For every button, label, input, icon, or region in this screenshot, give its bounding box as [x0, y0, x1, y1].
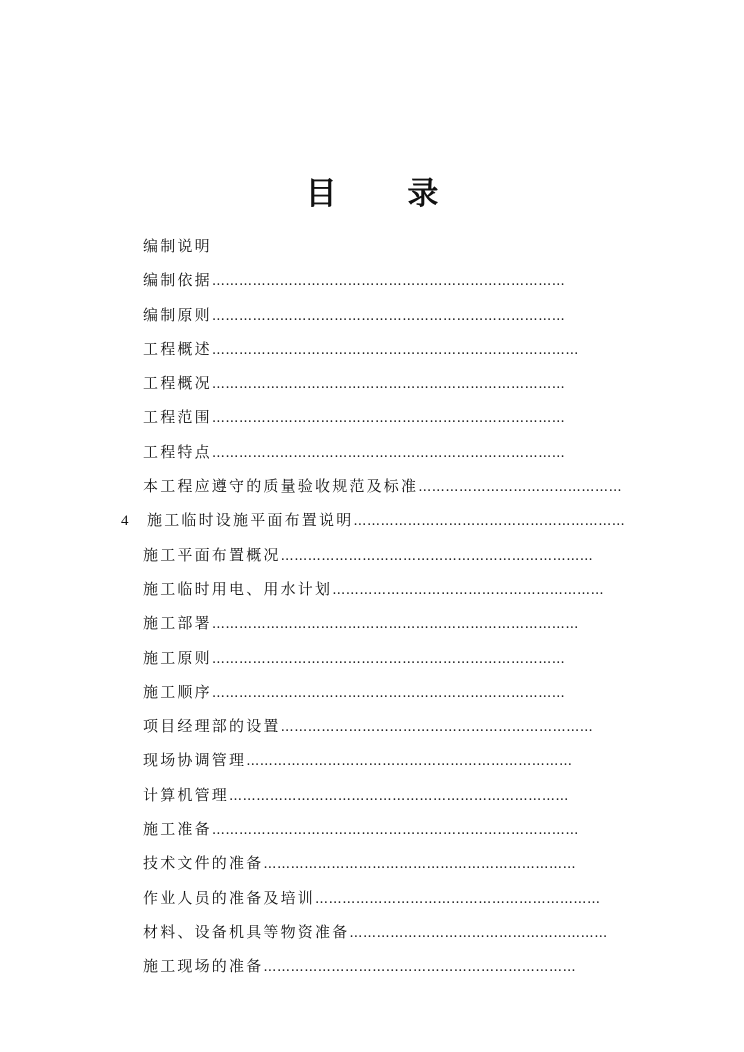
toc-entry-line	[143, 778, 569, 812]
toc-leader-dots: ……………………………………………………………	[280, 720, 594, 736]
toc-entry-line	[143, 675, 565, 709]
toc-entry-label: 计算机管理	[143, 785, 230, 804]
toc-leader-dots: ……………………………………………………………………	[211, 377, 566, 393]
toc-entry-label: 施工平面布置概况	[143, 545, 281, 564]
toc-entry-label: 材料、设备机具等物资准备	[143, 922, 350, 941]
toc-entry-line	[143, 469, 622, 503]
toc-entry-line	[143, 400, 565, 434]
toc-leader-dots: ……………………………………………………………	[280, 548, 594, 564]
toc-leader-dots: ……………………………………………………………………	[211, 685, 566, 701]
toc-leader-dots: ……………………………………………………………………	[211, 274, 566, 290]
toc-entry-line	[143, 572, 604, 606]
toc-entry-label: 本工程应遵守的质量验收规范及标准	[143, 477, 419, 496]
toc-leader-dots: …………………………………………………	[349, 925, 608, 941]
toc-entry-number: 4	[121, 513, 129, 530]
toc-entry-line	[121, 503, 625, 537]
toc-entry	[0, 949, 744, 983]
toc-entry	[0, 915, 744, 949]
toc-leader-dots: ……………………………………………………………	[263, 857, 577, 873]
toc-entry	[0, 641, 744, 675]
toc-leader-dots: ……………………………………………………………………	[211, 411, 566, 427]
toc-entry	[0, 435, 744, 469]
toc-leader-dots: ………………………………………………………………	[246, 754, 573, 770]
toc-entry-line	[143, 606, 579, 640]
toc-entry	[0, 366, 744, 400]
toc-entry-label: 现场协调管理	[143, 751, 247, 770]
toc-leader-dots: ………………………………………………………………………	[211, 342, 580, 358]
toc-entry-line	[143, 298, 565, 332]
toc-entry-label: 施工顺序	[143, 682, 212, 701]
toc-entry	[0, 503, 744, 537]
toc-entry	[0, 538, 744, 572]
toc-leader-dots: ……………………………………………………………………	[211, 308, 566, 324]
toc-entry	[0, 572, 744, 606]
toc-entry-label: 工程概况	[143, 374, 212, 393]
toc-entry-label: 作业人员的准备及培训	[143, 888, 316, 907]
toc-entry-line	[143, 435, 565, 469]
toc-entry-label: 工程特点	[143, 442, 212, 461]
toc-entry	[0, 743, 744, 777]
toc-entry-line	[143, 743, 573, 777]
toc-entry	[0, 229, 744, 263]
toc-entry-line	[143, 915, 608, 949]
toc-entry	[0, 778, 744, 812]
toc-entry-label: 编制原则	[143, 305, 212, 324]
toc-entry	[0, 812, 744, 846]
toc-entry-line	[143, 709, 593, 743]
toc-entry	[0, 469, 744, 503]
toc-entry-line	[143, 812, 579, 846]
toc-entry-label: 施工现场的准备	[143, 957, 264, 976]
toc-leader-dots: ………………………………………………………	[315, 891, 601, 907]
toc-leader-dots: ……………………………………………………	[332, 582, 605, 598]
toc-entry	[0, 881, 744, 915]
toc-leader-dots: ……………………………………………………………………	[211, 651, 566, 667]
toc-entry-line	[143, 366, 565, 400]
toc-leader-dots: ……………………………………………………………	[263, 960, 577, 976]
toc-leader-dots: ………………………………………	[418, 480, 623, 496]
toc-entry-label: 工程范围	[143, 408, 212, 427]
toc-entry-line	[143, 641, 565, 675]
toc-entry	[0, 400, 744, 434]
toc-entry-line	[143, 229, 212, 263]
toc-entry	[0, 709, 744, 743]
toc-entry-label: 编制说明	[143, 237, 212, 255]
toc-leader-dots: ……………………………………………………………………	[211, 445, 566, 461]
toc-entry-label: 项目经理部的设置	[143, 717, 281, 736]
toc-entry-label: 施工部署	[143, 614, 212, 633]
toc-entry	[0, 298, 744, 332]
toc-entry-label: 技术文件的准备	[143, 854, 264, 873]
toc-leader-dots: …………………………………………………………………	[229, 788, 570, 804]
toc-leader-dots: ………………………………………………………………………	[211, 617, 580, 633]
toc-entry-label: 施工原则	[143, 648, 212, 667]
toc-entry-line	[143, 881, 601, 915]
toc-entry-label: 施工临时用电、用水计划	[143, 579, 333, 598]
toc-entry-label: 工程概述	[143, 339, 212, 358]
toc-entry-line	[143, 538, 593, 572]
toc-entry-label: 施工临时设施平面布置说明	[147, 511, 354, 530]
toc-entry-label: 编制依据	[143, 271, 212, 290]
toc-entry	[0, 675, 744, 709]
toc-entry-line	[143, 332, 579, 366]
toc-leader-dots: ………………………………………………………………………	[211, 823, 580, 839]
toc-entry	[0, 606, 744, 640]
toc-entry-line	[143, 846, 576, 880]
toc-entry	[0, 263, 744, 297]
table-of-contents	[0, 229, 744, 984]
toc-entry-line	[143, 263, 565, 297]
toc-entry	[0, 332, 744, 366]
toc-entry-label: 施工准备	[143, 820, 212, 839]
toc-leader-dots: ……………………………………………………	[353, 514, 626, 530]
toc-title: 目 录	[305, 176, 469, 212]
toc-entry	[0, 846, 744, 880]
toc-entry-line	[143, 949, 576, 983]
